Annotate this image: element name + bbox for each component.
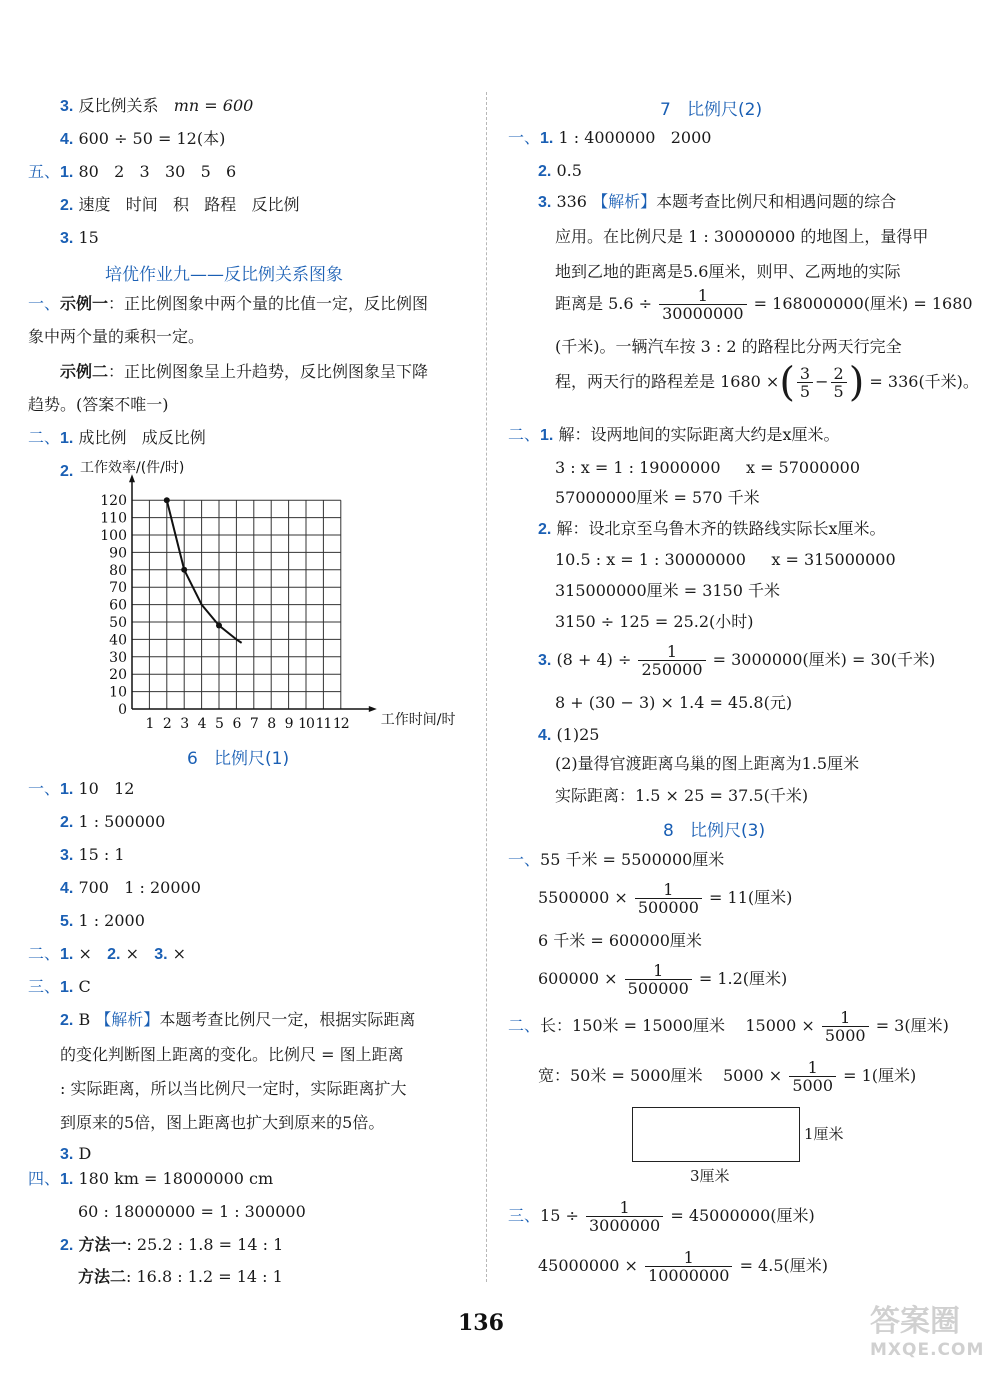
- x-tick-label: 3: [180, 716, 189, 732]
- section-title-peiyou: 培优作业九——反比例关系图象: [105, 265, 343, 285]
- y-tick-label: 50: [109, 615, 127, 631]
- right-line-18: 4. (1)25: [538, 725, 600, 744]
- right-line-4: 应用。在比例尺是 1 : 30000000 的地图上，量得甲: [555, 227, 929, 246]
- y-tick-label: 110: [100, 510, 127, 527]
- data-point: [181, 567, 187, 573]
- left-line-21: : 实际距离，所以当比例尺一定时，实际距离扩大: [60, 1079, 407, 1098]
- left-line-25: 60 : 18000000 = 1 : 300000: [78, 1202, 306, 1221]
- left-line-17: 二、1. × 2. × 3. ×: [28, 944, 187, 963]
- data-point: [164, 497, 170, 503]
- left-line-26: 2. 方法一: 25.2 : 1.8 = 14 : 1: [60, 1235, 284, 1254]
- x-tick-label: 7: [249, 716, 258, 732]
- x-tick-label: 11: [315, 716, 332, 732]
- left-line-6: 一、示例一：正比例图象中两个量的比值一定，反比例图: [28, 294, 429, 313]
- left-line-5: 3. 15: [60, 228, 99, 247]
- left-line-12: 一、1. 10 12: [28, 779, 135, 798]
- y-tick-label: 60: [109, 597, 127, 614]
- left-line-15: 4. 700 1 : 20000: [60, 878, 201, 897]
- right-line-17: 8 + (30 − 3) × 1.4 = 45.8(元): [555, 693, 793, 712]
- right-line-13: 10.5 : x = 1 : 30000000 x = 315000000: [555, 550, 896, 569]
- page-number: 136: [458, 1310, 504, 1336]
- left-line-1: 3. 反比例关系 mn = 600: [60, 96, 254, 115]
- right-line-7: (千米)。一辆汽车按 3 : 2 的路程比分两天行完全: [555, 337, 902, 356]
- left-line-16: 5. 1 : 2000: [60, 911, 145, 930]
- data-point: [216, 622, 222, 628]
- left-line-2: 4. 600 ÷ 50 = 12(本): [60, 129, 226, 148]
- x-tick-label: 2: [162, 716, 171, 732]
- right-line-10: 3 : x = 1 : 19000000 x = 57000000: [555, 458, 860, 477]
- right-line-6: 距离是 5.6 ÷ $\frac{1}{30000000}$ = 168000000(厘米) = 1680: [555, 286, 973, 323]
- right-line-22: 5500000 × $\frac{1}{500000}$ = 11(厘米): [538, 880, 793, 917]
- right-line-8: 程，两天行的路程差是 1680 ×( $\frac{3}{5}$ − $\frac{2}{5}$ ) = 336(千米)。: [555, 359, 979, 406]
- y-tick-label: 40: [109, 632, 127, 649]
- right-line-11: 57000000厘米 = 570 千米: [555, 488, 760, 507]
- y-tick-label: 0: [118, 702, 127, 718]
- right-line-26: 宽：50米 = 5000厘米 5000 × $\frac{1}{5000}$ = 1(厘米): [538, 1058, 917, 1095]
- left-line-9: 趋势。(答案不唯一): [28, 395, 169, 414]
- right-line-2: 2. 0.5: [538, 161, 582, 180]
- left-line-11: 2.: [60, 463, 74, 480]
- right-line-21: 一、55 千米 = 5500000厘米: [508, 850, 725, 869]
- x-axis-arrow: [369, 706, 377, 712]
- y-tick-label: 20: [109, 667, 127, 684]
- section-title-7: 7 比例尺(2): [660, 100, 763, 120]
- right-line-27: 三、15 ÷ $\frac{1}{3000000}$ = 45000000(厘米): [508, 1198, 815, 1235]
- x-tick-label: 5: [215, 716, 223, 732]
- right-line-16: 3. (8 + 4) ÷ $\frac{1}{250000}$ = 3000000(厘米) = 30(千米): [538, 642, 936, 679]
- left-line-19: 2. B 【解析】本题考查比例尺一定，根据实际距离: [60, 1010, 416, 1029]
- right-line-19: (2)量得官渡距离乌巢的图上距离为1.5厘米: [555, 754, 860, 773]
- left-line-13: 2. 1 : 500000: [60, 812, 166, 831]
- right-line-5: 地到乙地的距离是5.6厘米，则甲、乙两地的实际: [555, 262, 901, 281]
- right-line-15: 3150 ÷ 125 = 25.2(小时): [555, 612, 754, 631]
- right-line-24: 600000 × $\frac{1}{500000}$ = 1.2(厘米): [538, 961, 788, 998]
- x-tick-label: 6: [232, 716, 241, 732]
- watermark-logo: 答案圈: [870, 1304, 960, 1339]
- left-line-4: 2. 速度 时间 积 路程 反比例: [60, 195, 300, 214]
- y-tick-label: 120: [100, 493, 127, 510]
- scale-rectangle: [632, 1107, 800, 1162]
- x-tick-label: 12: [332, 716, 349, 732]
- x-axis-label: 工作时间/时: [380, 712, 456, 728]
- y-tick-label: 90: [109, 545, 127, 562]
- right-line-23: 6 千米 = 600000厘米: [538, 931, 702, 950]
- right-line-20: 实际距离：1.5 × 25 = 37.5(千米): [555, 786, 809, 805]
- left-line-24: 四、1. 180 km = 18000000 cm: [28, 1169, 274, 1188]
- left-line-8: 示例二：正比例图象呈上升趋势，反比例图象呈下降: [60, 362, 429, 381]
- rect-height-label: 1厘米: [804, 1125, 844, 1143]
- right-line-12: 2. 解：设北京至乌鲁木齐的铁路线实际长x厘米。: [538, 519, 886, 538]
- right-line-1: 一、1. 1 : 4000000 2000: [508, 128, 712, 147]
- right-line-25: 二、长：150米 = 15000厘米 15000 × $\frac{1}{5000}$ = 3(厘米): [508, 1008, 949, 1045]
- x-tick-label: 9: [284, 716, 293, 732]
- y-tick-label: 70: [109, 580, 127, 597]
- section-title-8: 8 比例尺(3): [663, 821, 766, 841]
- left-line-10: 二、1. 成比例 成反比例: [28, 428, 206, 447]
- inverse-proportion-chart: [70, 456, 470, 736]
- x-tick-label: 10: [298, 716, 314, 732]
- y-tick-label: 10: [109, 684, 127, 701]
- rect-width-label: 3厘米: [690, 1167, 730, 1185]
- y-tick-label: 80: [109, 562, 127, 579]
- left-line-22: 到原来的5倍，图上距离也扩大到原来的5倍。: [60, 1113, 385, 1132]
- left-line-23: 3. D: [60, 1144, 92, 1163]
- x-tick-label: 1: [145, 716, 154, 732]
- right-line-3: 3. 336 【解析】本题考查比例尺和相遇问题的综合: [538, 192, 897, 211]
- right-line-14: 315000000厘米 = 3150 千米: [555, 581, 781, 600]
- x-tick-label: 4: [197, 716, 206, 732]
- left-line-7: 象中两个量的乘积一定。: [28, 327, 205, 346]
- left-line-18: 三、1. C: [28, 977, 91, 996]
- left-line-3: 五、1. 80 2 3 30 5 6: [28, 162, 237, 181]
- right-line-9: 二、1. 解：设两地间的实际距离大约是x厘米。: [508, 425, 840, 444]
- column-divider: [486, 92, 487, 1282]
- left-line-20: 的变化判断图上距离的变化。比例尺 = 图上距离: [60, 1045, 404, 1064]
- left-line-14: 3. 15 : 1: [60, 845, 125, 864]
- watermark-url: MXQE.COM: [870, 1340, 985, 1360]
- y-tick-label: 30: [109, 649, 127, 666]
- section-title-6: 6 比例尺(1): [187, 749, 290, 769]
- left-line-27: 方法二: 16.8 : 1.2 = 14 : 1: [78, 1267, 283, 1286]
- x-tick-label: 8: [267, 716, 276, 732]
- y-axis-label: 工作效率/(件/时): [80, 460, 185, 476]
- y-tick-label: 100: [100, 528, 127, 544]
- right-line-28: 45000000 × $\frac{1}{10000000}$ = 4.5(厘米): [538, 1248, 828, 1285]
- series-line: [167, 500, 242, 643]
- fraction: $\frac{1}{30000000}$: [659, 287, 746, 322]
